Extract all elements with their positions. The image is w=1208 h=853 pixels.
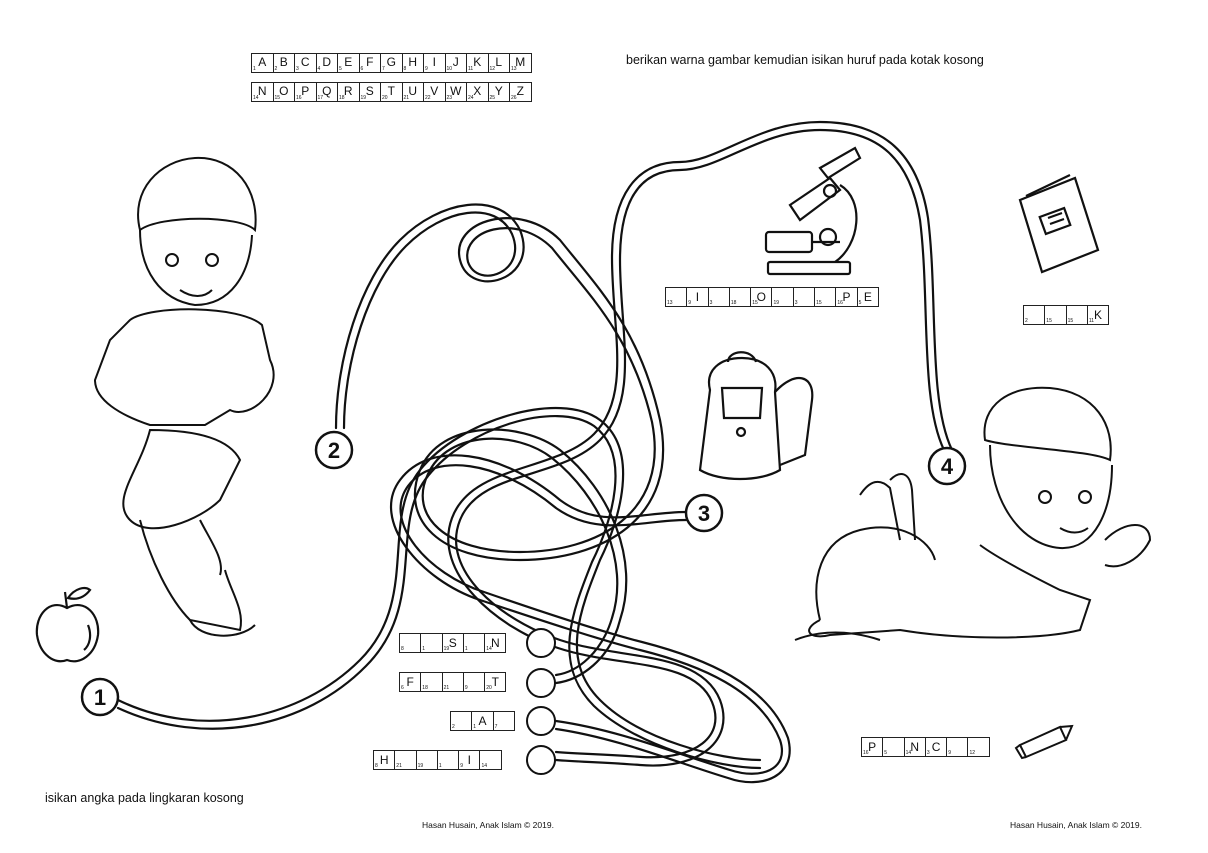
box-number: 23 — [446, 95, 453, 101]
letter-box — [273, 53, 296, 73]
letter-box — [380, 82, 403, 102]
box-number: 9 — [948, 750, 951, 756]
letter-box — [251, 82, 274, 102]
box-letter: A — [258, 55, 267, 69]
box-letter: P — [842, 290, 851, 304]
letter-box[interactable] — [925, 737, 947, 757]
letter-box[interactable] — [861, 737, 883, 757]
instruction-top: berikan warna gambar kemudian isikan huruf pada kotak kosong — [626, 53, 984, 67]
letter-box[interactable] — [835, 287, 857, 307]
letter-box[interactable] — [793, 287, 815, 307]
box-number: 19 — [443, 646, 450, 652]
letter-box — [273, 82, 296, 102]
box-number: 15 — [1067, 318, 1074, 324]
letter-box — [488, 82, 511, 102]
letter-box[interactable] — [399, 672, 421, 692]
box-number: 24 — [468, 95, 474, 101]
box-letter: I — [432, 55, 436, 69]
pencil-illustration — [1016, 726, 1072, 758]
letter-box[interactable] — [463, 672, 485, 692]
letter-box[interactable] — [373, 750, 395, 770]
box-number: 15 — [816, 300, 822, 306]
box-letter: G — [386, 55, 396, 69]
box-letter: S — [365, 84, 374, 98]
box-number: 6 — [401, 685, 404, 691]
box-number: 18 — [730, 300, 737, 306]
letter-box[interactable] — [946, 737, 968, 757]
box-number: 21 — [403, 95, 410, 101]
box-number: 12 — [969, 750, 976, 756]
alphabet-key-row-2 — [252, 82, 532, 102]
box-letter: T — [491, 675, 499, 689]
box-letter: Z — [516, 84, 524, 98]
box-number: 15 — [1046, 318, 1052, 324]
box-letter: A — [478, 714, 487, 728]
letter-box[interactable] — [1044, 305, 1066, 325]
word-boxes-microscope[interactable] — [666, 287, 879, 307]
box-number: 9 — [460, 763, 463, 769]
box-number: 1 — [473, 724, 477, 730]
box-letter: N — [257, 84, 267, 98]
box-number: 14 — [253, 95, 259, 101]
letter-box[interactable] — [967, 737, 989, 757]
backpack-illustration — [700, 352, 812, 479]
box-letter: I — [695, 290, 700, 304]
credit-right: Hasan Husain, Anak Islam © 2019. — [1010, 820, 1142, 830]
boy-standing-illustration — [95, 158, 274, 636]
box-letter: F — [366, 55, 374, 69]
box-letter: N — [491, 636, 500, 650]
letter-box[interactable] — [708, 287, 730, 307]
word-boxes-row-2[interactable] — [400, 672, 506, 692]
box-number: 10 — [446, 66, 453, 72]
letter-box[interactable] — [665, 287, 687, 307]
letter-box[interactable] — [484, 633, 506, 653]
instruction-bottom: isikan angka pada lingkaran kosong — [45, 791, 244, 805]
box-letter: Y — [494, 84, 503, 98]
box-number: 9 — [425, 66, 428, 72]
box-letter: B — [279, 55, 288, 69]
box-letter: L — [495, 55, 503, 69]
box-number: 15 — [274, 95, 281, 101]
box-letter: S — [448, 636, 457, 650]
box-number: 12 — [489, 66, 496, 72]
box-number: 13 — [667, 300, 673, 306]
letter-box[interactable] — [484, 672, 506, 692]
word-boxes-pencil[interactable] — [862, 737, 990, 757]
box-letter: M — [515, 55, 526, 69]
box-number: 8 — [403, 66, 407, 72]
letter-box[interactable] — [750, 287, 772, 307]
box-number: 3 — [926, 750, 930, 756]
box-number: 9 — [688, 300, 692, 306]
letter-box[interactable] — [1087, 305, 1109, 325]
word-boxes-row-1[interactable] — [400, 633, 506, 653]
box-number: 14 — [905, 750, 912, 756]
box-number: 19 — [773, 300, 780, 306]
box-letter: C — [300, 55, 310, 69]
letter-box[interactable] — [857, 287, 879, 307]
box-letter: K — [1094, 308, 1103, 322]
box-number: 14 — [486, 646, 492, 652]
letter-box[interactable] — [686, 287, 708, 307]
letter-box[interactable] — [882, 737, 904, 757]
letter-box[interactable] — [420, 633, 442, 653]
box-number: 17 — [317, 95, 324, 101]
letter-box — [402, 53, 425, 73]
box-number: 26 — [511, 95, 517, 101]
circle-number-2: 2 — [327, 438, 341, 463]
microscope-illustration — [766, 148, 860, 274]
box-number: 13 — [511, 66, 517, 72]
box-number: 7 — [494, 724, 498, 730]
letter-box[interactable] — [437, 750, 459, 770]
box-number: 4 — [317, 66, 321, 72]
box-letter: R — [343, 84, 353, 98]
box-number: 2 — [452, 724, 455, 730]
letter-box — [445, 82, 468, 102]
letter-box[interactable] — [814, 287, 836, 307]
box-number: 1 — [253, 66, 256, 72]
box-number: 8 — [375, 763, 378, 769]
word-boxes-book[interactable] — [1024, 305, 1109, 325]
letter-box — [359, 53, 382, 73]
box-number: 9 — [464, 685, 468, 691]
box-number: 19 — [360, 95, 367, 101]
box-number: 21 — [396, 763, 402, 769]
box-number: 21 — [443, 685, 450, 691]
box-letter: I — [467, 753, 471, 767]
box-letter: P — [868, 740, 877, 754]
box-number: 14 — [481, 763, 488, 769]
letter-box[interactable] — [463, 633, 485, 653]
letter-box — [294, 53, 317, 73]
box-letter: P — [301, 84, 310, 98]
box-number: 16 — [296, 95, 302, 101]
word-boxes-bag[interactable] — [451, 711, 515, 731]
letter-box[interactable] — [399, 633, 421, 653]
letter-box — [466, 82, 489, 102]
box-number: 7 — [382, 66, 385, 72]
box-number: 5 — [858, 300, 862, 306]
alphabet-key-row-1 — [252, 53, 532, 73]
box-number: 2 — [1025, 318, 1028, 324]
box-number: 5 — [884, 750, 888, 756]
letter-box — [509, 82, 532, 102]
number-circles — [82, 432, 965, 774]
letter-box — [402, 82, 425, 102]
box-letter: V — [430, 84, 439, 98]
letter-box[interactable] — [394, 750, 416, 770]
box-number: 8 — [401, 646, 404, 652]
boy-lying-illustration — [795, 388, 1150, 640]
maze-path-2 — [336, 205, 663, 683]
letter-box — [423, 82, 446, 102]
letter-box — [359, 82, 382, 102]
box-number: 11 — [1088, 318, 1095, 324]
letter-box[interactable] — [420, 672, 442, 692]
box-letter: F — [406, 675, 414, 689]
letter-box[interactable] — [493, 711, 515, 731]
box-letter: E — [344, 55, 353, 69]
letter-box — [423, 53, 446, 73]
box-letter: O — [756, 290, 766, 304]
box-number: 19 — [417, 763, 424, 769]
letter-box[interactable] — [450, 711, 472, 731]
box-number: 1 — [464, 646, 468, 652]
book-illustration — [1020, 175, 1098, 272]
box-letter: K — [473, 55, 482, 69]
letter-box — [316, 82, 339, 102]
box-number: 3 — [794, 300, 798, 306]
letter-box — [445, 53, 468, 73]
letter-box — [488, 53, 511, 73]
box-letter: C — [931, 740, 941, 754]
box-letter: H — [408, 55, 418, 69]
letter-box[interactable] — [458, 750, 480, 770]
circle-number-1: 1 — [93, 685, 107, 710]
box-number: 20 — [382, 95, 388, 101]
letter-box — [466, 53, 489, 73]
maze-path-3 — [391, 455, 790, 782]
box-number: 16 — [863, 750, 869, 756]
maze-path-1 — [118, 408, 760, 768]
letter-box[interactable] — [729, 287, 751, 307]
box-number: 1 — [422, 646, 426, 652]
letter-box[interactable] — [771, 287, 793, 307]
letter-box[interactable] — [479, 750, 501, 770]
box-number: 2 — [274, 66, 278, 72]
box-letter: O — [279, 84, 289, 98]
letter-box[interactable] — [442, 633, 464, 653]
box-number: 22 — [425, 95, 431, 101]
letter-box — [294, 82, 317, 102]
apple-illustration — [37, 588, 98, 661]
box-letter: W — [450, 84, 462, 98]
circle-number-3: 3 — [697, 501, 711, 526]
box-number: 3 — [296, 66, 299, 72]
box-number: 18 — [339, 95, 345, 101]
letter-box[interactable] — [442, 672, 464, 692]
box-number: 15 — [752, 300, 758, 306]
box-number: 20 — [486, 685, 492, 691]
box-number: 3 — [709, 300, 713, 306]
box-letter: X — [473, 84, 482, 98]
letter-box — [509, 53, 532, 73]
box-letter: U — [408, 84, 418, 98]
word-boxes-row-4[interactable] — [374, 750, 502, 770]
box-letter: H — [379, 753, 389, 767]
letter-box — [251, 53, 274, 73]
box-letter: D — [322, 55, 332, 69]
letter-box[interactable] — [904, 737, 926, 757]
box-letter: J — [452, 55, 459, 69]
letter-box — [380, 53, 403, 73]
box-number: 18 — [422, 685, 428, 691]
box-number: 1 — [438, 763, 442, 769]
box-number: 25 — [489, 95, 496, 101]
box-number: 6 — [360, 66, 364, 72]
letter-box[interactable] — [471, 711, 493, 731]
letter-box — [337, 53, 360, 73]
letter-box[interactable] — [1023, 305, 1045, 325]
box-letter: Q — [322, 84, 332, 98]
letter-box[interactable] — [1066, 305, 1088, 325]
letter-box — [316, 53, 339, 73]
letter-box[interactable] — [416, 750, 438, 770]
letter-box — [337, 82, 360, 102]
box-letter: N — [910, 740, 920, 754]
circle-number-4: 4 — [940, 454, 954, 479]
credit-left: Hasan Husain, Anak Islam © 2019. — [422, 820, 554, 830]
box-letter: T — [387, 84, 395, 98]
box-letter: E — [863, 290, 872, 304]
box-number: 11 — [468, 66, 474, 72]
box-number: 16 — [837, 300, 843, 306]
box-number: 5 — [339, 66, 342, 72]
